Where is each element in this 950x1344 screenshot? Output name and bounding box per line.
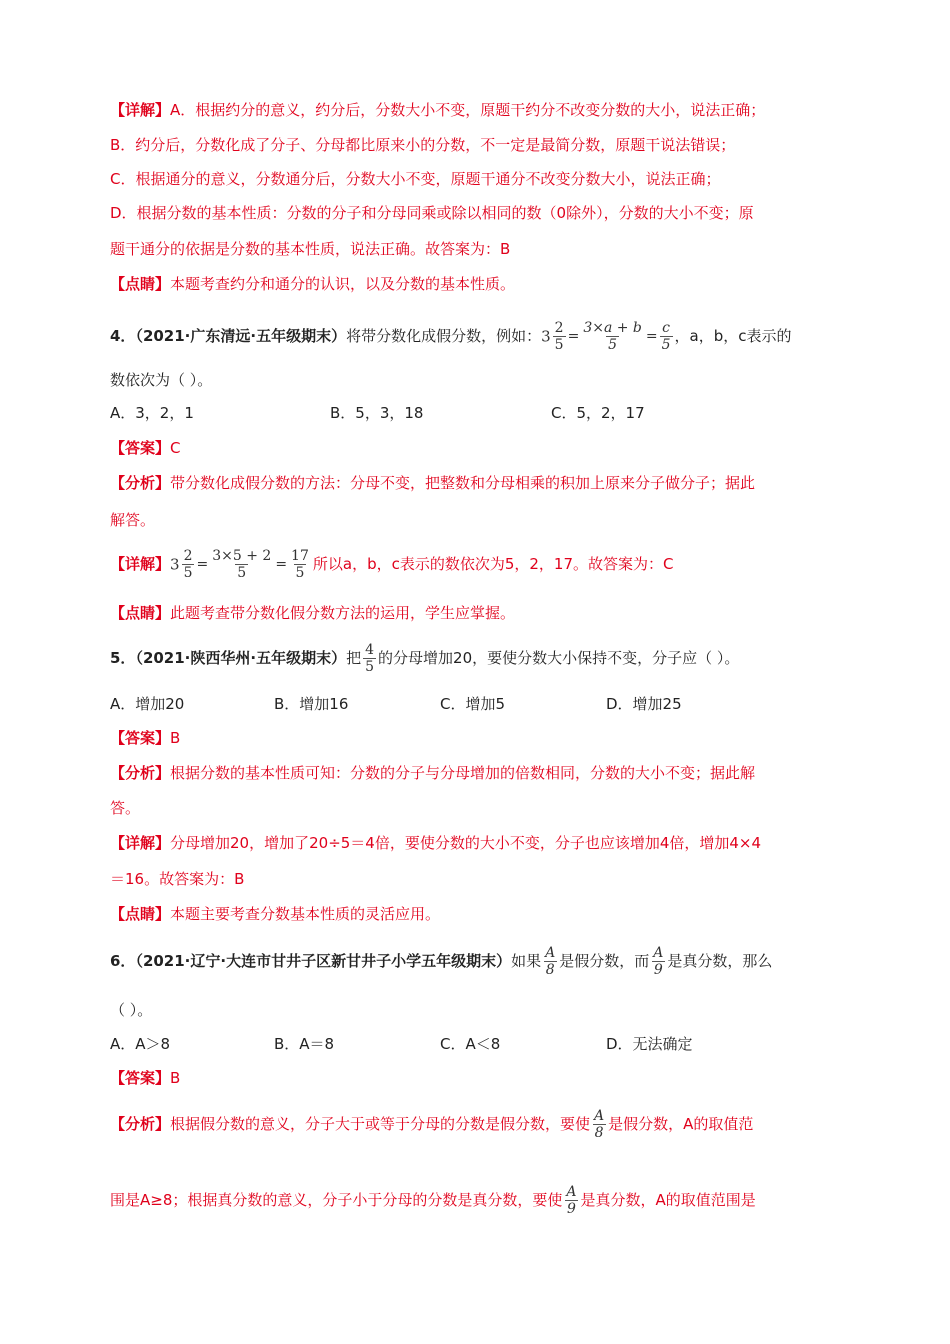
question-6-line2: （ ）。 xyxy=(110,1001,153,1019)
detail-line-d2: 题干通分的依据是分数的基本性质，说法正确。故答案为：B xyxy=(110,240,511,258)
detail-fraction-3: $\frac{17}{5}$ xyxy=(291,548,309,581)
question-source: （2021·陕西华州·五年级期末） xyxy=(135,649,347,667)
equals-sign: = xyxy=(567,328,580,345)
fraction-four-fifths: $\frac{4}{5}$ xyxy=(365,642,375,675)
question-text-after: 是真分数，那么 xyxy=(667,952,773,970)
answer-tag: 【答案】 xyxy=(110,729,171,747)
detail-tag: 【详解】 xyxy=(110,555,171,573)
question-number: 6． xyxy=(110,952,136,970)
question-source: （2021·辽宁·大连市甘井子区新甘井子小学五年级期末） xyxy=(135,952,512,970)
detail-fraction-2: $\frac{3\times 5 + 2}{5}$ xyxy=(212,548,272,581)
analysis-text: 根据假分数的意义，分子大于或等于分母的分数是假分数，要使 xyxy=(170,1115,591,1133)
analysis-text: 根据分数的基本性质可知：分数的分子与分母增加的倍数相同，分数的大小不变；据此解 xyxy=(170,764,756,782)
question-text-after: 的分母增加20，要使分数大小保持不变，分子应（ ）。 xyxy=(378,649,740,667)
analysis-line-2 xyxy=(110,1180,840,1220)
detail-line-d1: D．根据分数的基本性质：分数的分子和分母同乘或除以相同的数（0除外），分数的大小不变；原 xyxy=(110,204,754,222)
analysis-line-2: 解答。 xyxy=(110,511,156,529)
detail-line-1 xyxy=(110,833,840,853)
example-fraction-3: $\frac{c}{5}$ xyxy=(661,320,671,353)
detail-fraction-1: $\frac{2}{5}$ xyxy=(183,548,193,581)
analysis-line-1 xyxy=(110,473,840,493)
option-d[interactable]: D．增加25 xyxy=(606,695,682,713)
option-a[interactable]: A．增加20 xyxy=(110,695,185,713)
analysis-line-1 xyxy=(110,763,840,783)
answer-line xyxy=(110,438,840,458)
question-text: 如果 xyxy=(511,952,542,970)
option-d[interactable]: D．无法确定 xyxy=(606,1035,693,1053)
detail-text: A．根据约分的意义，约分后，分数大小不变，原题干约分不改变分数的大小，说法正确； xyxy=(170,101,766,119)
point-line xyxy=(110,603,840,623)
point-tag: 【点睛】 xyxy=(110,275,171,293)
analysis-text: 围是A≥8；根据真分数的意义，分子小于分母的分数是真分数，要使 xyxy=(110,1191,563,1209)
detail-line xyxy=(110,546,840,582)
detail-tag: 【详解】 xyxy=(110,101,171,119)
point-line xyxy=(110,904,840,924)
point-text: 此题考查带分数化假分数方法的运用，学生应掌握。 xyxy=(170,604,516,622)
point-text: 本题考查约分和通分的认识，以及分数的基本性质。 xyxy=(170,275,516,293)
analysis-tag: 【分析】 xyxy=(110,764,171,782)
analysis-line-1 xyxy=(110,1104,840,1144)
analysis-line-2: 答。 xyxy=(110,799,141,817)
question-number: 4． xyxy=(110,327,136,345)
answer-line xyxy=(110,728,840,748)
equals-sign: = xyxy=(275,556,288,573)
question-text-mid: 是假分数，而 xyxy=(559,952,650,970)
option-b[interactable]: B．5，3，18 xyxy=(330,404,424,422)
detail-line-b: B．约分后，分数化成了分子、分母都比原来小的分数，不一定是最简分数，原题干说法错误； xyxy=(110,136,736,154)
question-4-stem xyxy=(110,318,840,354)
analysis-tag: 【分析】 xyxy=(110,474,171,492)
answer-value: B xyxy=(170,729,181,747)
detail-line-a xyxy=(110,100,840,120)
analysis-text-after: 是假分数，A的取值范 xyxy=(608,1115,754,1133)
option-a[interactable]: A．3，2，1 xyxy=(110,404,194,422)
question-number: 5． xyxy=(110,649,136,667)
option-c[interactable]: C．A＜8 xyxy=(440,1035,501,1053)
question-4-line2: 数依次为（ ）。 xyxy=(110,371,213,389)
option-b[interactable]: B．增加16 xyxy=(274,695,349,713)
fraction-a-over-9: $\frac{A}{9}$ xyxy=(566,1184,577,1217)
answer-line xyxy=(110,1068,840,1088)
detail-tag: 【详解】 xyxy=(110,834,171,852)
example-fraction-2: $\frac{3\times a + b}{5}$ xyxy=(583,320,642,353)
point-line xyxy=(110,274,840,294)
option-a[interactable]: A．A＞8 xyxy=(110,1035,171,1053)
option-b[interactable]: B．A＝8 xyxy=(274,1035,335,1053)
question-text: 将带分数化成假分数，例如： xyxy=(346,327,542,345)
point-tag: 【点睛】 xyxy=(110,604,171,622)
example-whole: 3 xyxy=(541,327,551,346)
option-c[interactable]: C．5，2，17 xyxy=(551,404,645,422)
detail-whole: 3 xyxy=(170,555,180,574)
point-text: 本题主要考查分数基本性质的灵活应用。 xyxy=(170,905,441,923)
question-5-stem xyxy=(110,638,840,678)
analysis-tag: 【分析】 xyxy=(110,1115,171,1133)
analysis-text-after: 是真分数，A的取值范围是 xyxy=(580,1191,756,1209)
question-source: （2021·广东清远·五年级期末） xyxy=(135,327,347,345)
answer-tag: 【答案】 xyxy=(110,439,171,457)
fraction-a-over-8: $\frac{A}{8}$ xyxy=(545,945,556,978)
analysis-text: 带分数化成假分数的方法：分母不变，把整数和分母相乘的积加上原来分子做分子；据此 xyxy=(170,474,756,492)
example-fraction-1: $\frac{2}{5}$ xyxy=(554,320,564,353)
detail-text: 分母增加20，增加了20÷5＝4倍，要使分数的大小不变，分子也应该增加4倍，增加4×4 xyxy=(170,834,762,852)
detail-line-2: ＝16。故答案为：B xyxy=(110,870,245,888)
question-text: 把 xyxy=(346,649,362,667)
detail-text: 所以a，b，c表示的数依次为5，2，17。故答案为：C xyxy=(312,555,674,573)
equals-sign: = xyxy=(196,556,209,573)
question-text-after: ，a，b，c表示的 xyxy=(674,327,792,345)
fraction-a-over-8: $\frac{A}{8}$ xyxy=(594,1108,605,1141)
answer-value: C xyxy=(170,439,181,457)
point-tag: 【点睛】 xyxy=(110,905,171,923)
detail-line-c: C．根据通分的意义，分数通分后，分数大小不变，原题干通分不改变分数大小，说法正确； xyxy=(110,170,721,188)
answer-tag: 【答案】 xyxy=(110,1069,171,1087)
answer-value: B xyxy=(170,1069,181,1087)
fraction-a-over-9: $\frac{A}{9}$ xyxy=(653,945,664,978)
option-c[interactable]: C．增加5 xyxy=(440,695,506,713)
equals-sign: = xyxy=(645,328,658,345)
question-6-stem xyxy=(110,941,840,981)
